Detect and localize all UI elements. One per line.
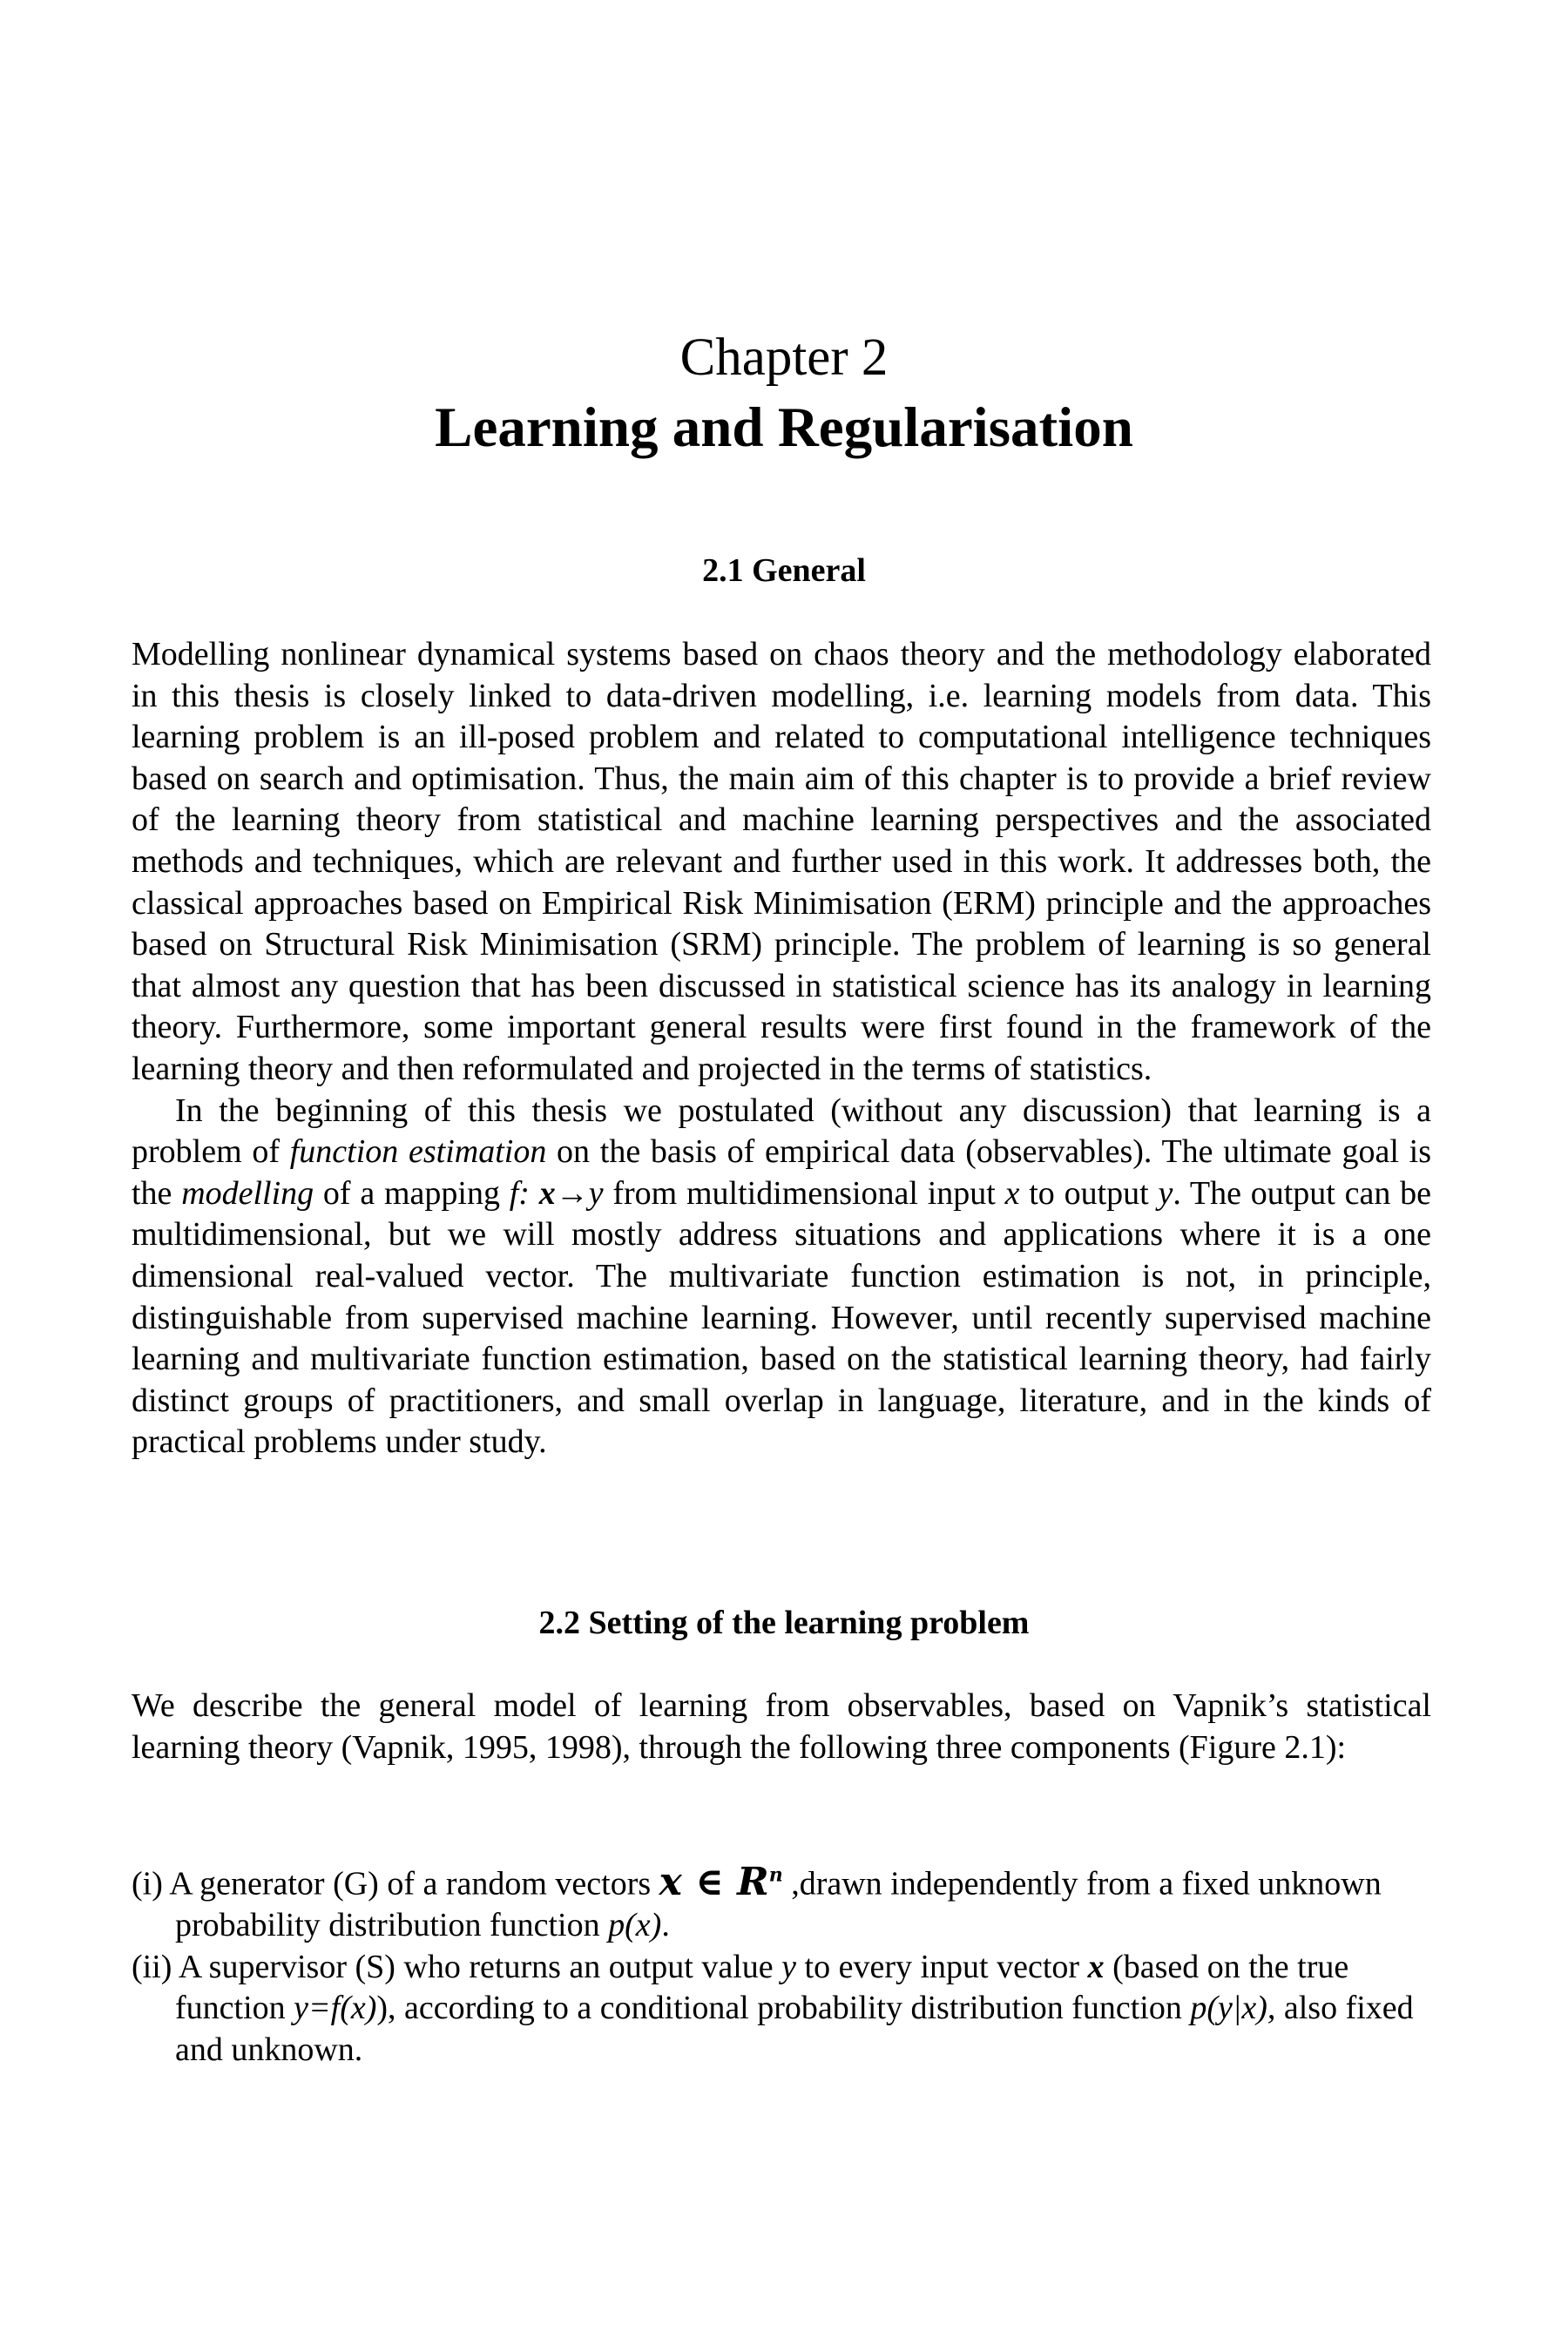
list-item-supervisor: (ii) A supervisor (S) who returns an output value y to every input vector x (based on the true function y=f(x)), according to a conditional probability distribution function p(y|x), also fixed and unknown. <box>132 1948 1414 2069</box>
vector-formula: x ∈ $R^n$ <box>659 1859 783 1904</box>
section-2-1-body <box>132 634 1431 1463</box>
section-heading-2-1: 2.1 General <box>702 552 866 589</box>
section-heading-2-2: 2.2 Setting of the learning problem <box>538 1605 1030 1641</box>
chapter-title: Learning and Regularisation <box>435 396 1133 459</box>
paragraph-2: In the beginning of this thesis we postulated (without any discussion) that learning is a problem of function estimation on the basis of empirical data (observables). The ultimate goal is the modelling of a mapping f: x→y from multidimensional input x to output y. The output can be multidimensional, but we will mostly address situations and applications where it is a one dimensional real-valued vector. The multivariate function estimation is not, in principle, distinguishable from supervised machine learning. However, until recently supervised machine learning and multivariate function estimation, based on the statistical learning theory, had fairly distinct groups of practitioners, and small overlap in language, literature, and in the kinds of practical problems under study. <box>132 1092 1431 1461</box>
list-item-generator: (i) A generator (G) of a random vectors x ∈ $R^n$ ,drawn independently from a fixed unknown probability distribution function p(x). <box>132 1859 1382 1944</box>
component-list <box>132 1855 1431 2072</box>
chapter-label: Chapter 2 <box>679 328 889 387</box>
paragraph-1: Modelling nonlinear dynamical systems based on chaos theory and the methodology elaborated in this thesis is closely linked to data-driven modelling, i.e. learning models from data. This learning problem is an ill-posed problem and related to computational intelligence techniques based on search and optimisation. Thus, the main aim of this chapter is to provide a brief review of the learning theory from statistical and machine learning perspectives and the associated methods and techniques, which are relevant and further used in this work. It addresses both, the classical approaches based on Empirical Risk Minimisation (ERM) principle and the approaches based on Structural Risk Minimisation (SRM) principle. The problem of learning is so general that almost any question that has been discussed in statistical science has its analogy in learning theory. Furthermore, some important general results were first found in the framework of the learning theory and then reformulated and projected in the terms of statistics. <box>132 636 1431 1087</box>
section-2-2-intro: We describe the general model of learning from observables, based on Vapnik’s statistical learning theory (Vapnik, 1995, 1998), through the following three components (Figure 2.1): <box>132 1687 1431 1766</box>
